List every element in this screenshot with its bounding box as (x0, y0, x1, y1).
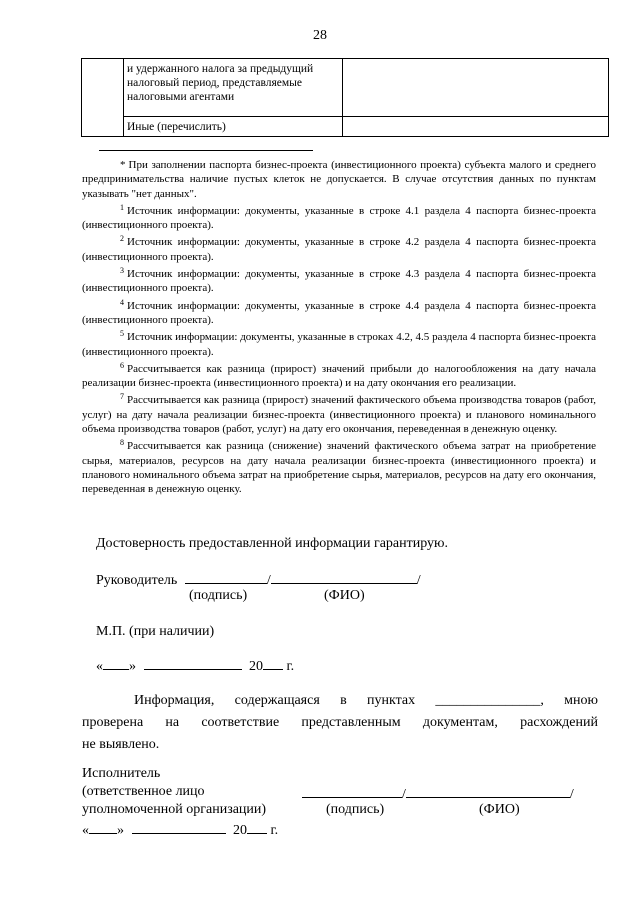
table-row-label: Иные (перечислить) (127, 121, 226, 133)
name-caption: (ФИО) (324, 588, 365, 603)
footnote-separator (99, 150, 313, 151)
executor-signature-line: / / (302, 784, 574, 803)
signature-caption: (подпись) (189, 588, 248, 603)
executor-line-2: (ответственное лицо (82, 784, 205, 799)
footnote: $^2$ Источник информации: документы, указанные в строке 4.2 раздела 4 паспорта бизнес-проекта (инвестиционного проекта). (82, 234, 596, 263)
table-row-label: и удержанного налога за предыдущий налоговый период, представляемые налоговыми агентами (127, 63, 314, 103)
executor-date-line: « » 20 г. (82, 820, 278, 839)
footnote: $^5$ Источник информации: документы, указанные в строках 4.2, 4.5 раздела 4 паспорта бизнес-проекта (инвестиционного проекта). (82, 329, 596, 358)
table-column-divider (342, 59, 343, 136)
footnote: * При заполнении паспорта бизнес-проекта (инвестиционного проекта) субъекта малого и среднего предпринимательства наличие пустых клеток не допускается. В случае отсутствия данных по пунктам указывать "нет данных". (82, 159, 596, 200)
table-column-divider (123, 59, 124, 136)
executor-signature-caption: (подпись) (326, 802, 385, 817)
executor-name-caption: (ФИО) (479, 802, 520, 817)
table-row-divider (123, 116, 608, 117)
footnote: $^1$ Источник информации: документы, указанные в строке 4.1 раздела 4 паспорта бизнес-проекта (инвестиционного проекта). (82, 202, 596, 232)
month-field[interactable] (144, 656, 242, 670)
footnote: $^8$ Рассчитывается как разница (снижение) значений фактического объема затрат на приобретение сырья, материалов, ресурсов на дату начала реализации бизнес-проекта (инвестиционного проекта) и планового номинального объема затрат на приобретение сырья, материалов, ресурсов на дату его окончания, переведенная в денежную оценку. (82, 438, 596, 496)
executor-year-field[interactable] (247, 820, 267, 834)
page-number: 28 (313, 28, 327, 43)
stamp-note: М.П. (при наличии) (96, 624, 215, 639)
executor-month-field[interactable] (132, 820, 226, 834)
executor-signature-field[interactable] (302, 784, 402, 798)
footnote: $^3$ Источник информации: документы, указанные в строке 4.3 раздела 4 паспорта бизнес-проекта (инвестиционного проекта). (82, 266, 596, 295)
head-signature-line: Руководитель / / (96, 570, 421, 589)
year-field[interactable] (263, 656, 283, 670)
guarantee-statement: Достоверность предоставленной информации гарантирую. (96, 536, 449, 551)
footnote: $^7$ Рассчитывается как разница (прирост) значений фактического объема производства товаров (работ, услуг) на дату начала реализации бизнес-проекта (инвестиционного проекта) и планового номинального объема производства товаров (работ, услуг) на дату его окончания, переведенная в денежную оценку. (82, 392, 596, 436)
executor-day-field[interactable] (89, 820, 117, 834)
indicators-table (81, 58, 609, 137)
day-field[interactable] (103, 656, 129, 670)
verification-paragraph: Информация, содержащаяся в пунктах _______________, мною проверена на соответствие представленным документам, расхождений не выявлено. (82, 693, 598, 752)
head-signature-field[interactable] (185, 570, 267, 584)
executor-line-3: уполномоченной организации) (82, 802, 267, 817)
footnotes (82, 158, 596, 497)
footnote: $^4$ Источник информации: документы, указанные в строке 4.4 раздела 4 паспорта бизнес-проекта (инвестиционного проекта). (82, 297, 596, 326)
footnote: $^6$ Рассчитывается как разница (прирост) значений прибыли до налогообложения на дату начала реализации бизнес-проекта (инвестиционного проекта) и на дату окончания его реализации. (82, 360, 596, 390)
date-line: « » 20 г. (96, 656, 294, 675)
head-name-field[interactable] (271, 570, 417, 584)
executor-label: Исполнитель (82, 766, 161, 781)
executor-name-field[interactable] (406, 784, 570, 798)
head-label: Руководитель (96, 573, 178, 588)
